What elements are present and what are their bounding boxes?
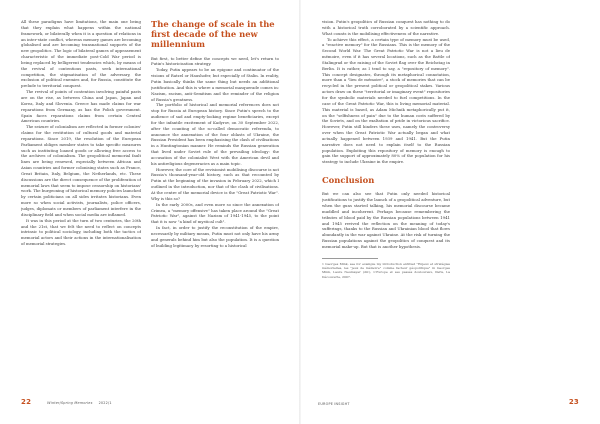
right-page xyxy=(300,0,600,424)
footnote: 1 Georges Mink, see for example my introduction entitled "Enjeux et stratégies mémorielles, les "jeux de mémoire" comme facteur géopolitique" in Georges Mink, Laure Neumayer (dir.), L'Europe et ses passés douloureux, Paris, La Découverte, 2007. xyxy=(322,261,450,279)
footnote-rule xyxy=(322,258,378,259)
paragraph: In the early 2000s, and even more so since the annexation of Crimea, a "memory offensive" has taken place around the "Great Patriotic War", against the Nazism of 1941-1945, to the point that it is now "a kind of mystical cult". xyxy=(151,201,279,225)
section-label: EUROPE INSIGHT xyxy=(318,402,350,406)
paragraph: It was in this period at the turn of two centuries, the 20th and the 21st, that we felt the need to reflect on concepts intrinsic to political sociology, including both the tactics of memorial actors and their actions in the internationalisation of memorial strategies. xyxy=(21,217,141,247)
column-2 xyxy=(151,19,279,248)
paragraph: To achieve this effect, a certain type of memory must be used, a "reactive memory" for the Russians. This is the memory of the Second World War. The Great Patriotic War is not a lieu de mémoire, even if it has several locations, such as the Battle of Stalingrad or the raising of the Soviet flag over the Reichstag in Berlin. It is rather, as I tend to say, a "repository of memory". This concept designates, through its metaphorical connotation, more than a "lieu de mémoire", a stock of memories that can be recycled in the present political or geopolitical stakes. Various actors draw on these "territorial or imaginary event" repositories for the symbolic materials needed to fuel competitions. In the case of the Great Patriotic War, this is living memorial material. This material is based, as Adam Michnik metaphorically put it, on the "selfishness of pain" due to the human costs suffered by the Soviets, and on the exaltation of pride in victorious sacrifice. However, Putin still hinders these uses, namely the controversy over when the Great Patriotic War actually began and what actually happened between 1939 and 1941. But the Putin narrative does not need to explain itself to the Russian population. Exploiting this repository of memory is enough to gain the support of approximately 80% of the population for his strategy to include Ukraine in the empire. xyxy=(322,36,450,165)
paragraph: However, the core of the revisionist mobilising discourse is not Russia's thousand-year-old history, such as that recounted by Putin at the beginning of the invasion in February 2022, which I outlined in the introduction, nor that of the clash of civilisations. At the centre of the memorial device is the "Great Patriotic War". Why is this so? xyxy=(151,166,279,201)
right-folio-wrap xyxy=(569,398,579,406)
right-footer xyxy=(318,402,350,406)
paragraph: The seizure of colonialism are reflected in former colonies' claims for the restitution of cultural goods and material reparations. Since 2019, the resolution of the European Parliament obliges member states to take specific measures such as instituting loaned goods or allowing free access to the archives of colonialism. The geopolitical memorial fault lines are being renewed, especially between African and Asian countries and former colonising states such as France, Great Britain, Italy, Belgium, the Netherlands, etc. These discussions are the direct consequence of the proliferation of memorial laws that seem to impose censorship on historians' work. The burgeoning of historical memory policies launched by certain politicians on all sides irritates historians. Even more so when social activists, journalists, police officers, judges, diplomats or members of parliament interfere in the disciplinary field and when social media are inflamed. xyxy=(21,124,141,217)
journal-issue: 2022/1 xyxy=(98,401,112,405)
paragraph: vision. Putin's geopolitics of Russian conquest has nothing to do with a historical truth corroborated by a scientific approach. What counts is the mobilising effectiveness of the narrative. xyxy=(322,19,450,36)
paragraph: All these paradigms have limitations, the main one being that they explain what happens within the national framework, or bilaterally when it is a question of relations in an inter-state conflict, whereas memory games are becoming globalised and are becoming transnational supports of the new geopolitics. The logic of bilateral games of appeasement characteristic of the immediate post-Cold War period is being replaced by belligerent tendencies which, by means of the revival of contentious pasts, seek international competition, the stigmatisation of the adversary, the exclusion of political enemies and, for Russia, constitute the prelude to territorial conquest. xyxy=(21,19,141,89)
column-1 xyxy=(21,19,141,247)
paragraph: The revival of points of contention involving painful pasts are on the rise, as between China and Japan, Japan and Korea, Italy and Slovenia. Greece has made claims for war reparations from Germany, as has the Polish government. Spain faces reparations claims from certain Central American countries. xyxy=(21,89,141,124)
paragraph: But first, to better define the concepts we need, let's return to Putin's historicisation strategy. xyxy=(151,55,279,67)
section-heading: Conclusion xyxy=(322,175,375,186)
journal-name: Winter/Spring Memories xyxy=(47,401,93,405)
paragraph: But we can also see that Putin only needed historical justifications to justify the launch of a geopolitical adventure, but when the guns started talking, his memorial discourse became muddled and incoherent. Perhaps because remembering the tributes of blood paid by the Russian populations between 1941 and 1945 revived the reflection on the meaning of today's sufferings, thanks to the Russian and Ukrainian blood that flows abundantly in the war against Ukraine. At the risk of turning the Russian populations against the geopolitics of conquest and its memorial make-up. But that is another hypothesis. xyxy=(322,191,450,249)
paragraph: Today, Putin appears to be an epigone and continuator of the visions of Ratzel or Haushofer, but especially of Stalin. In reality, Putin basically thinks the same thing but needs an additional justification. And this is where a memorial masquerade comes in: Nazism, racism, anti-Semitism and the reminder of the religion of Russia's greatness. xyxy=(151,67,279,102)
paragraph: In fact, in order to justify the reconstitution of the empire, necessarily by military means, Putin must not only have his army and generals behind him but also the population. It is a question of building legitimacy by resorting to a historical xyxy=(151,225,279,248)
page-number: 22 xyxy=(21,398,32,406)
section-heading: The change of scale in the first decade of the new millennium xyxy=(151,19,275,50)
paragraph: The portfolio of historical and memorial references does not stop for Russia at European history. Since Putin's speech to the audience of sad and empty-looking regime beneficiaries, except for the infantile excitement of Kadyrov, on 30 September 2022, after the counting of the so-called democratic referenda, to announce the annexation of the four oblasts of Ukraine, the Russian President has been emphasising the clash of civilisations in a Huntingtonian manner. He reminds the Russian generation that lived under Soviet rule of the prevailing ideology: the accusation of the colonialist West with the American devil and his antireligious degeneracies as a main topic. xyxy=(151,102,279,166)
left-footer xyxy=(21,398,112,406)
column-3 xyxy=(322,19,450,279)
page-number: 23 xyxy=(568,398,579,406)
